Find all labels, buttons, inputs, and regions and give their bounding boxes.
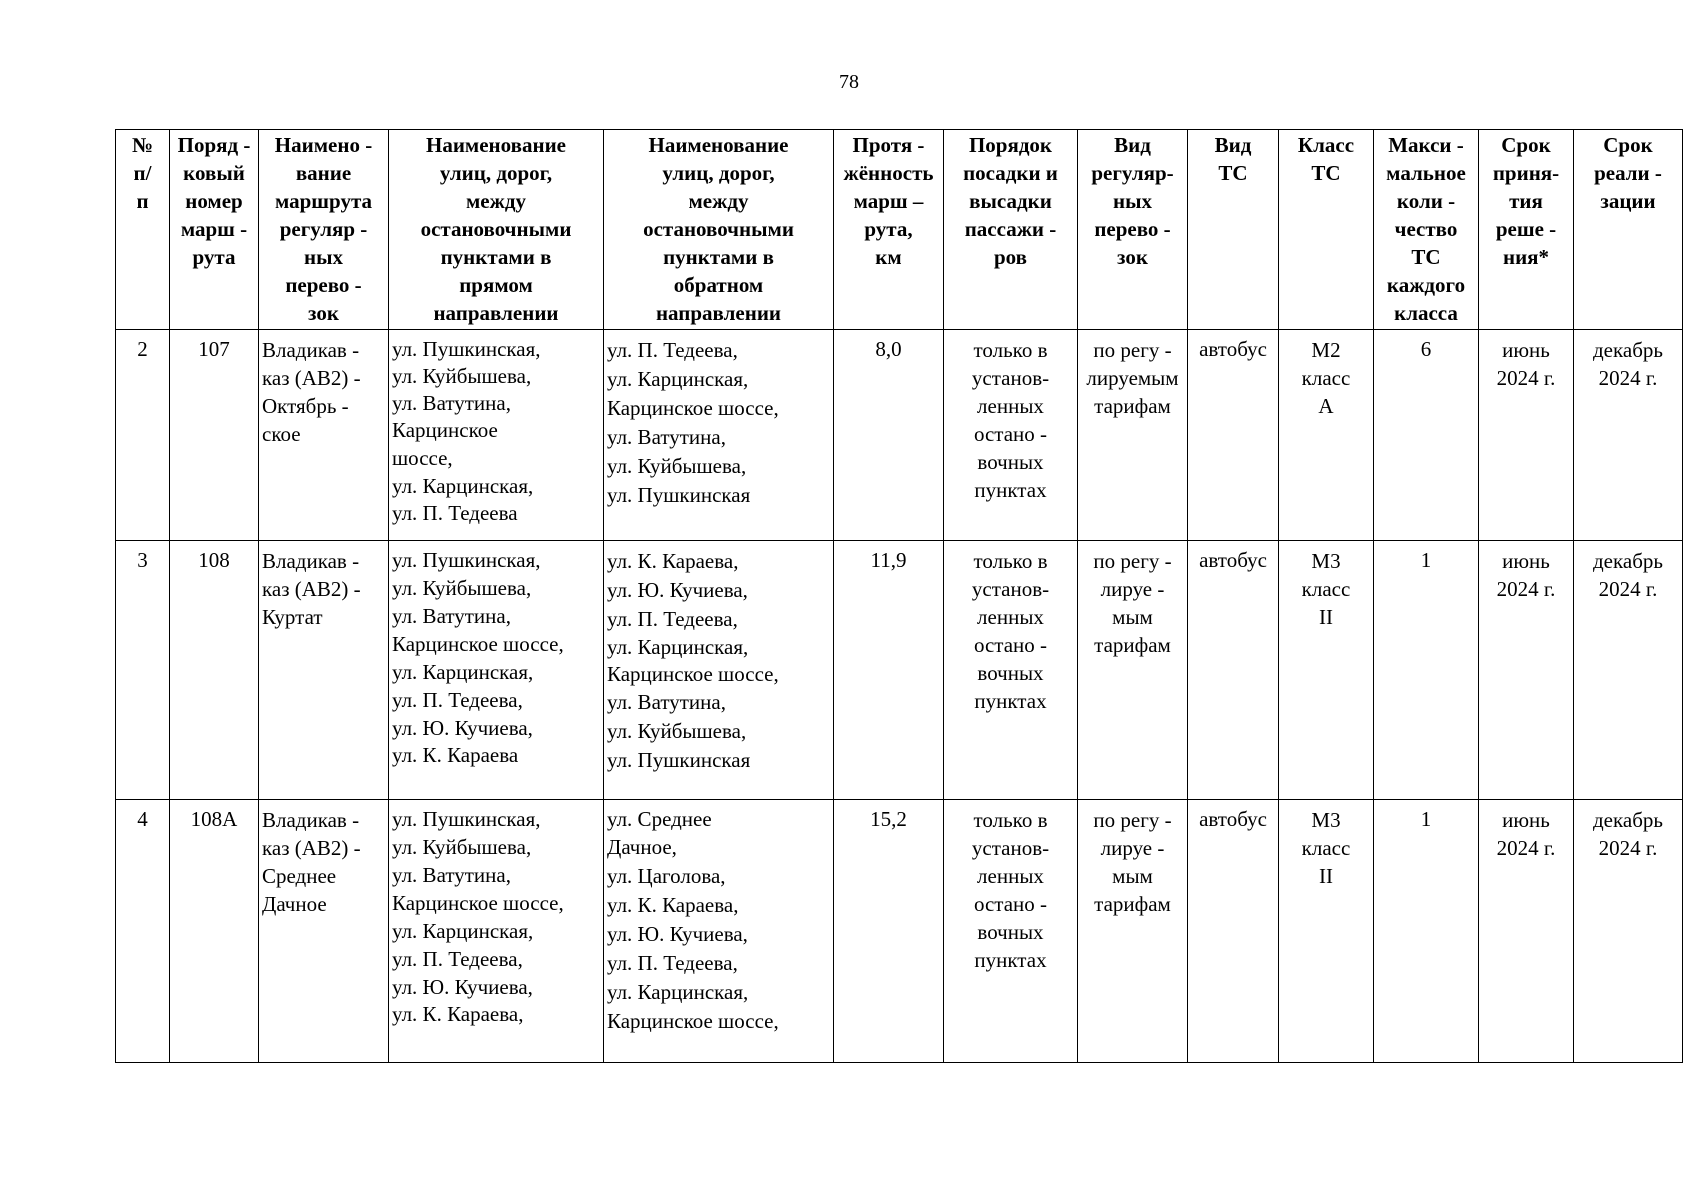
header-decision-date: Срок приня- тия реше - ния* (1479, 130, 1574, 330)
cell-streets-forward: ул. Пушкинская, ул. Куйбышева, ул. Ватутина, Карцинское шоссе, ул. Карцинская, ул. П. Тедеева (389, 330, 604, 541)
header-streets-forward: Наименование улиц, дорог, между остановочными пунктами в прямом направлении (389, 130, 604, 330)
cell-route-name: Владикав - каз (АВ2) - Среднее Дачное (259, 800, 389, 1063)
header-num: № п/ п (116, 130, 170, 330)
header-transport-type: Вид регуляр- ных перево - зок (1078, 130, 1188, 330)
cell-vehicle-class: М3 класс II (1279, 800, 1374, 1063)
cell-streets-back: ул. Среднее Дачное, ул. Цаголова, ул. К. Караева, ул. Ю. Кучиева, ул. П. Тедеева, ул. Карцинская, Карцинское шоссе, (604, 800, 834, 1063)
cell-length: 11,9 (834, 541, 944, 800)
header-route-no: Поряд - ковый номер марш - рута (170, 130, 259, 330)
cell-num: 2 (116, 330, 170, 541)
cell-route-name: Владикав - каз (АВ2) - Куртат (259, 541, 389, 800)
header-streets-back: Наименование улиц, дорог, между остановочными пунктами в обратном направлении (604, 130, 834, 330)
cell-vehicle-class: М2 класс А (1279, 330, 1374, 541)
cell-streets-back: ул. К. Караева, ул. Ю. Кучиева, ул. П. Тедеева, ул. Карцинская, Карцинское шоссе, ул. Ватутина, ул. Куйбышева, ул. Пушкинская (604, 541, 834, 800)
cell-route-name: Владикав - каз (АВ2) - Октябрь - ское (259, 330, 389, 541)
cell-decision-date: июнь 2024 г. (1479, 330, 1574, 541)
cell-length: 8,0 (834, 330, 944, 541)
cell-impl-date: декабрь 2024 г. (1574, 800, 1683, 1063)
cell-vehicle-type: автобус (1188, 541, 1279, 800)
table-row (116, 330, 1683, 541)
cell-route-no: 107 (170, 330, 259, 541)
header-impl-date: Срок реали - зации (1574, 130, 1683, 330)
header-route-name: Наимено - вание маршрута регуляр - ных перево - зок (259, 130, 389, 330)
header-length: Протя - жённость марш – рута, км (834, 130, 944, 330)
cell-vehicle-class: М3 класс II (1279, 541, 1374, 800)
cell-length: 15,2 (834, 800, 944, 1063)
cell-boarding: только в установ- ленных остано - вочных пунктах (944, 541, 1078, 800)
cell-streets-forward: ул. Пушкинская, ул. Куйбышева, ул. Ватутина, Карцинское шоссе, ул. Карцинская, ул. П. Тедеева, ул. Ю. Кучиева, ул. К. Караева, (389, 800, 604, 1063)
cell-boarding: только в установ- ленных остано - вочных пунктах (944, 330, 1078, 541)
cell-transport-type: по регу - лируе - мым тарифам (1078, 800, 1188, 1063)
cell-transport-type: по регу - лируемым тарифам (1078, 330, 1188, 541)
header-boarding: Порядок посадки и высадки пассажи - ров (944, 130, 1078, 330)
cell-num: 4 (116, 800, 170, 1063)
cell-max-count: 1 (1374, 541, 1479, 800)
cell-vehicle-type: автобус (1188, 330, 1279, 541)
table-row (116, 541, 1683, 800)
cell-streets-back: ул. П. Тедеева, ул. Карцинская, Карцинское шоссе, ул. Ватутина, ул. Куйбышева, ул. Пушкинская (604, 330, 834, 541)
table-header-row (116, 130, 1683, 330)
cell-decision-date: июнь 2024 г. (1479, 800, 1574, 1063)
cell-num: 3 (116, 541, 170, 800)
page-number: 78 (839, 71, 859, 93)
header-vehicle-type: Вид ТС (1188, 130, 1279, 330)
header-max-count: Макси - мальное коли - чество ТС каждого класса (1374, 130, 1479, 330)
cell-vehicle-type: автобус (1188, 800, 1279, 1063)
cell-transport-type: по регу - лируе - мым тарифам (1078, 541, 1188, 800)
cell-boarding: только в установ- ленных остано - вочных пунктах (944, 800, 1078, 1063)
cell-route-no: 108 (170, 541, 259, 800)
cell-streets-forward: ул. Пушкинская, ул. Куйбышева, ул. Ватутина, Карцинское шоссе, ул. Карцинская, ул. П. Тедеева, ул. Ю. Кучиева, ул. К. Караева (389, 541, 604, 800)
routes-table (115, 129, 1683, 1063)
cell-max-count: 1 (1374, 800, 1479, 1063)
table-row (116, 800, 1683, 1063)
header-vehicle-class: Класс ТС (1279, 130, 1374, 330)
cell-decision-date: июнь 2024 г. (1479, 541, 1574, 800)
cell-route-no: 108А (170, 800, 259, 1063)
cell-impl-date: декабрь 2024 г. (1574, 330, 1683, 541)
cell-impl-date: декабрь 2024 г. (1574, 541, 1683, 800)
cell-max-count: 6 (1374, 330, 1479, 541)
